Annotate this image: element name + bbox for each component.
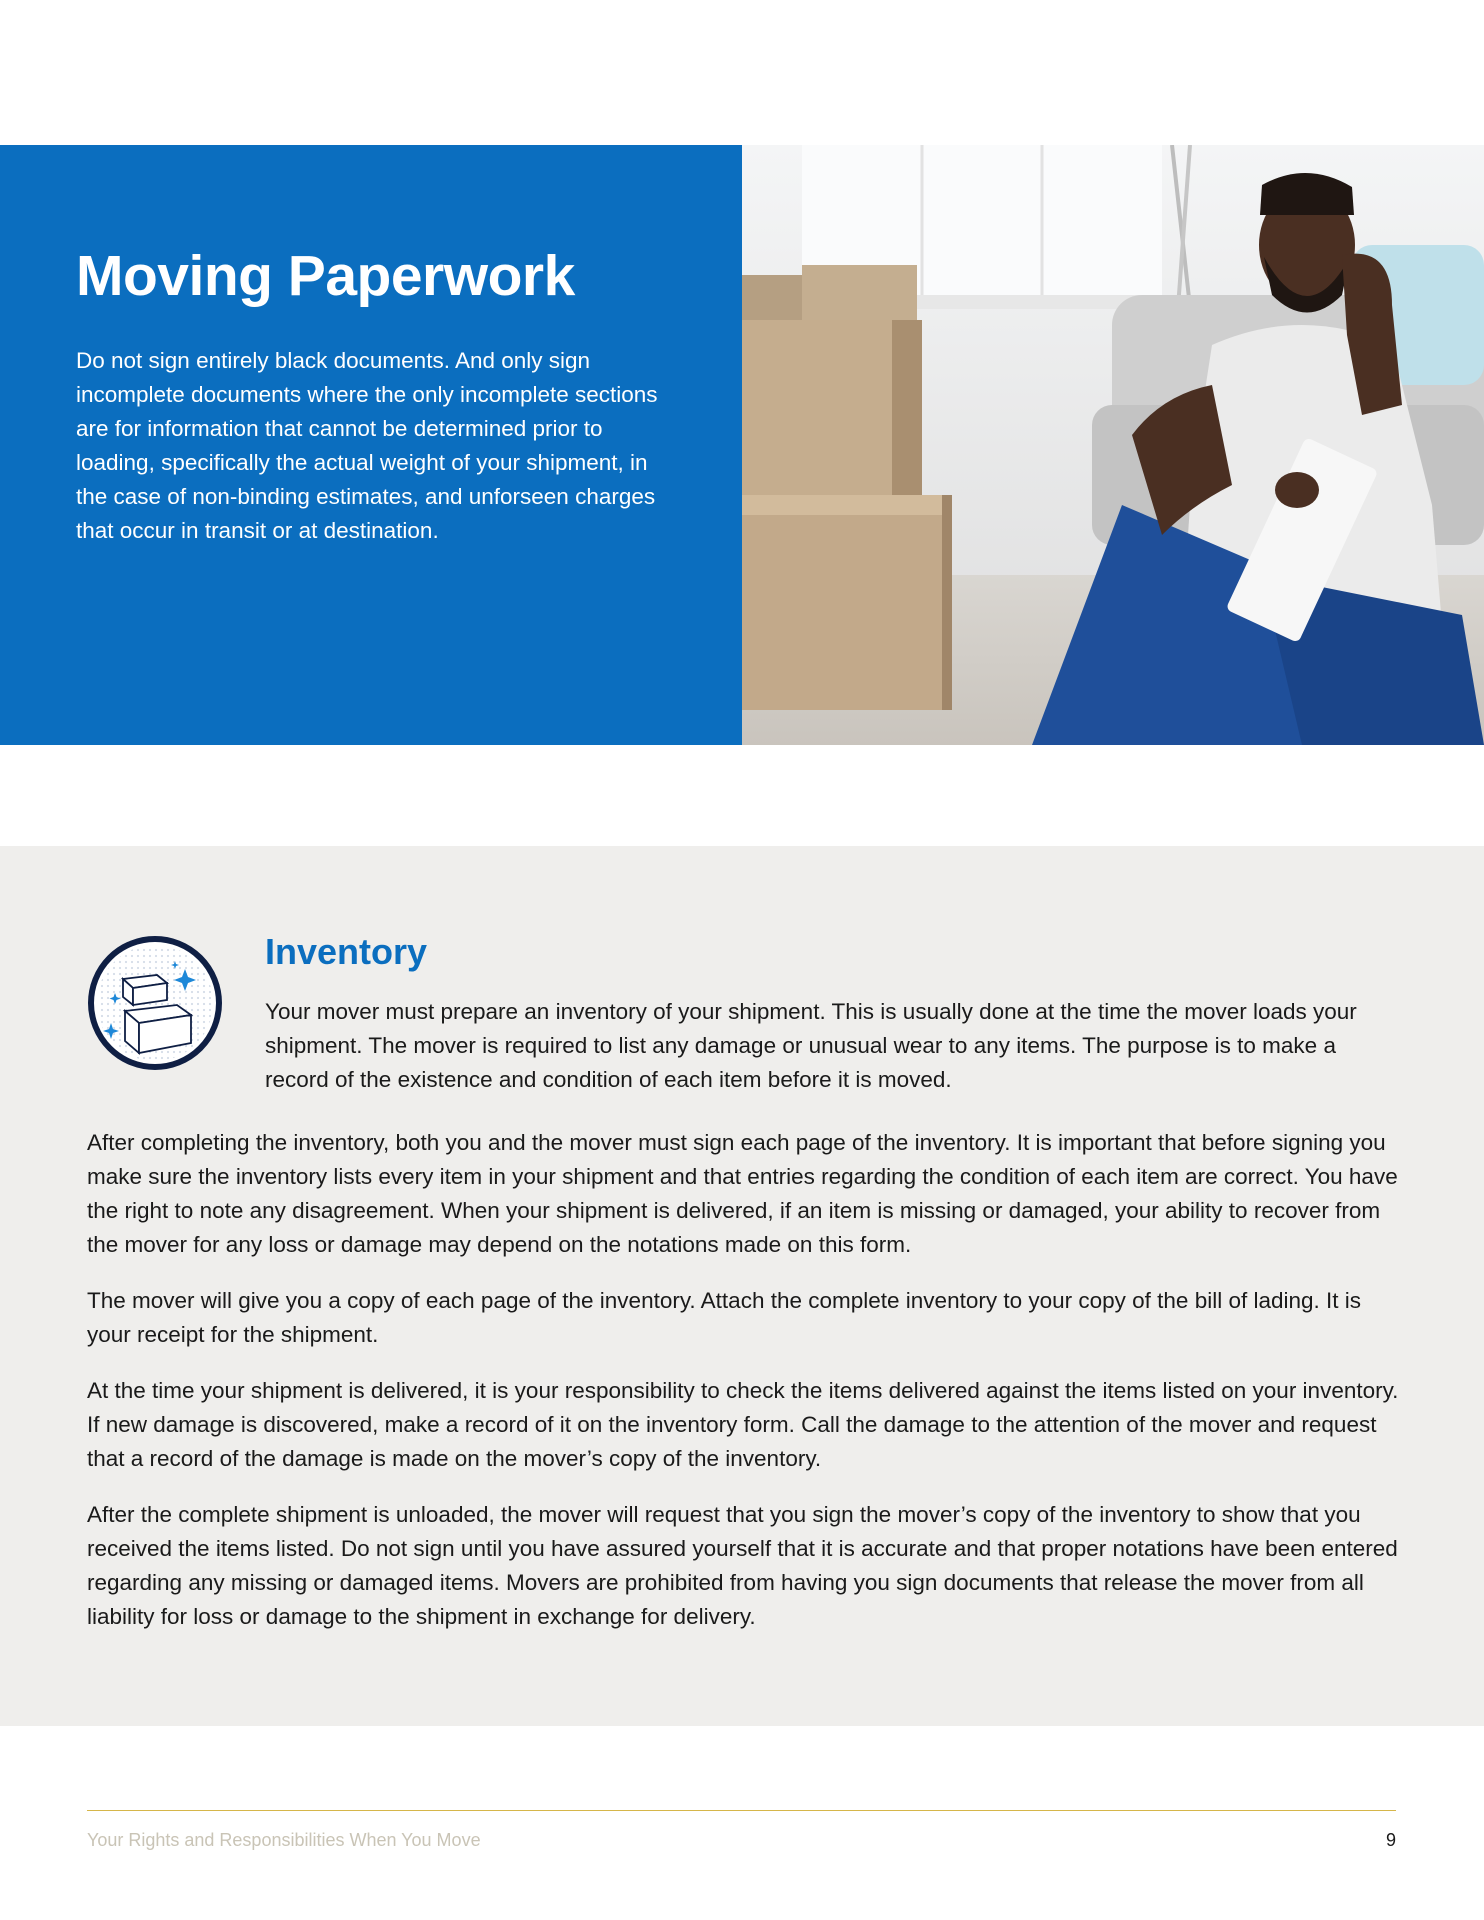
hero-text-panel bbox=[0, 145, 742, 745]
hero-banner bbox=[0, 145, 1484, 745]
hero-body-text: Do not sign entirely black documents. And only sign incomplete documents where the only incomplete sections are for information that cannot be determined prior to loading, specifically the actual weight of your shipment, in the case of non-binding estimates, and unforseen charges that occur in transit or at destination. bbox=[76, 347, 658, 543]
intro-paragraph: Your mover must prepare an inventory of your shipment. This is usually done at the time the mover loads your shipment. The mover is required to list any damage or unusual wear to any items. The purpose is to make a record of the existence and condition of each item before it is moved. bbox=[265, 999, 1357, 1092]
footer-document-title: Your Rights and Responsibilities When You Move bbox=[87, 1830, 481, 1850]
page-title: Moving Paperwork bbox=[76, 244, 575, 308]
section-heading: Inventory bbox=[265, 931, 428, 972]
paragraph: The mover will give you a copy of each page of the inventory. Attach the complete inventory to your copy of the bill of lading. It is your receipt for the shipment. bbox=[87, 1288, 1362, 1347]
boxes-icon bbox=[87, 935, 223, 1071]
page-number: 9 bbox=[1385, 1830, 1396, 1850]
paragraph: At the time your shipment is delivered, it is your responsibility to check the items delivered against the items listed on your inventory. If new damage is discovered, make a record of it on the inventory form. Call the damage to the attention of the mover and request that a record of the damage is made on the mover’s copy of the inventory. bbox=[87, 1378, 1399, 1471]
footer-divider bbox=[87, 1810, 1396, 1811]
hero-photo bbox=[742, 145, 1484, 745]
body-paragraphs bbox=[87, 1126, 1402, 1656]
paragraph: After completing the inventory, both you and the mover must sign each page of the inventory. It is important that before signing you make sure the inventory lists every item in your shipment and that entries regarding the condition of each item are correct. You have the right to note any disagreement. When your shipment is delivered, if an item is missing or damaged, your ability to recover from the mover for any loss or damage may depend on the notations made on this form. bbox=[87, 1130, 1398, 1257]
inventory-section bbox=[0, 846, 1484, 1726]
paragraph: After the complete shipment is unloaded, the mover will request that you sign the mover’s copy of the inventory to show that you received the items listed. Do not sign until you have assured yourself that it is accurate and that proper notations have been entered regarding any missing or damaged items. Movers are prohibited from having you sign documents that release the mover from all liability for loss or damage to the shipment in exchange for delivery. bbox=[87, 1502, 1398, 1629]
